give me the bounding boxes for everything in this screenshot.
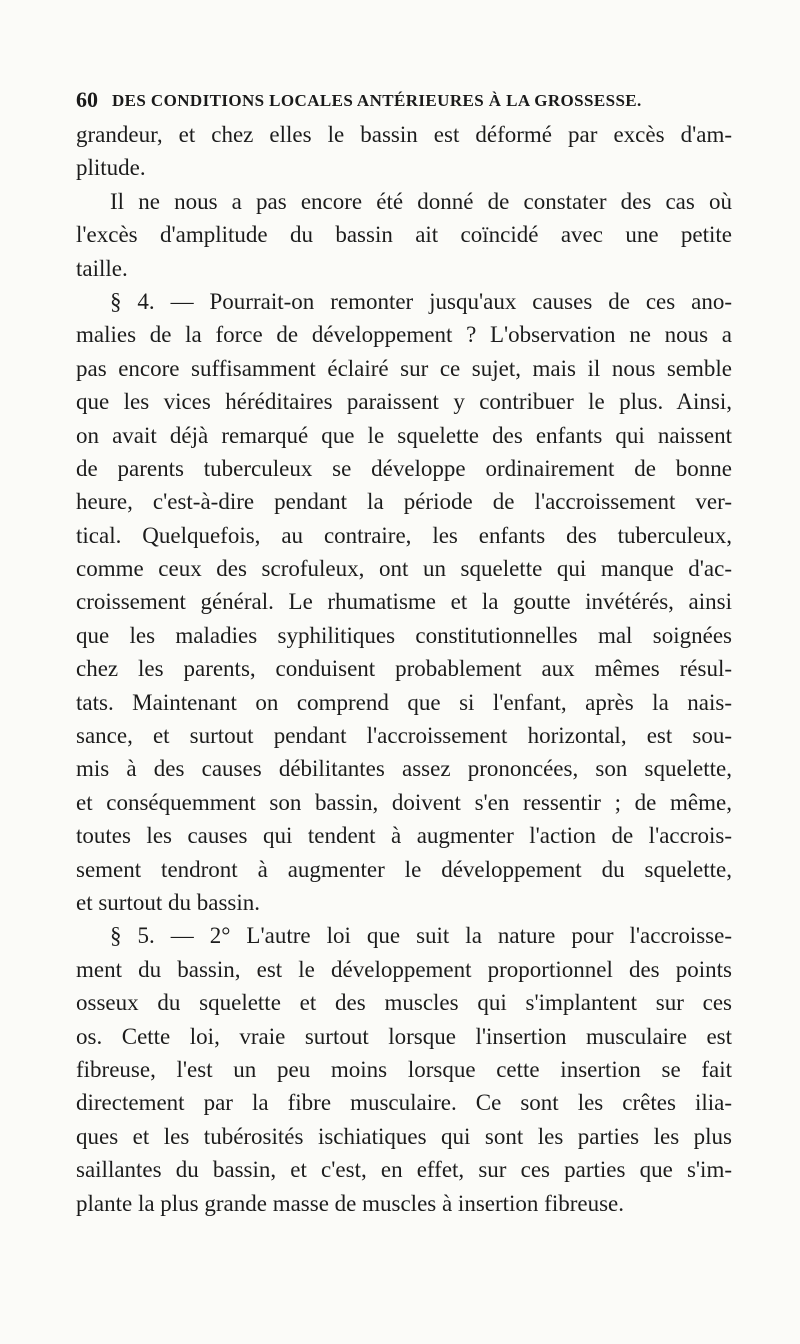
running-head: DES CONDITIONS LOCALES ANTÉRIEURES À LA GROSSESSE.	[112, 91, 642, 110]
text-line: et conséquemment son bassin, doivent s'en ressentir ; de même,	[76, 789, 732, 815]
text-line: l'excès d'amplitude du bassin ait coïncidé avec une petite	[76, 222, 732, 248]
text-line: ques et les tubérosités ischiatiques qui sont les parties les plus	[76, 1123, 732, 1149]
text-line: Il ne nous a pas encore été donné de constater des cas où	[110, 188, 732, 214]
text-line: sance, et surtout pendant l'accroissement horizontal, est sou-	[76, 723, 732, 749]
text-line: de parents tuberculeux se développe ordinairement de bonne	[76, 455, 732, 481]
text-line: que les maladies syphilitiques constitutionnelles mal soignées	[76, 622, 732, 648]
text-line: saillantes du bassin, et c'est, en effet, sur ces parties que s'im-	[76, 1157, 732, 1183]
text-line: on avait déjà remarqué que le squelette des enfants qui naissent	[76, 422, 732, 448]
text-line: tical. Quelquefois, au contraire, les enfants des tuberculeux,	[76, 522, 732, 548]
text-line: que les vices héréditaires paraissent y contribuer le plus. Ainsi,	[76, 389, 732, 415]
text-line: fibreuse, l'est un peu moins lorsque cette insertion se fait	[76, 1056, 732, 1082]
text-line: comme ceux des scrofuleux, ont un squelette qui manque d'ac-	[76, 556, 732, 582]
text-line: heure, c'est-à-dire pendant la période de l'accroissement ver-	[76, 489, 732, 515]
text-line: directement par la fibre musculaire. Ce sont les crêtes ilia-	[76, 1090, 732, 1116]
text-line: malies de la force de développement ? L'observation ne nous a	[76, 322, 732, 348]
text-line: taille.	[76, 255, 128, 281]
text-line: § 4. — Pourrait-on remonter jusqu'aux causes de ces ano-	[110, 288, 732, 314]
text-line: pas encore suffisamment éclairé sur ce sujet, mais il nous semble	[76, 355, 732, 381]
text-line: toutes les causes qui tendent à augmenter l'action de l'accrois-	[76, 823, 732, 849]
text-line: grandeur, et chez elles le bassin est déformé par excès d'am-	[76, 122, 732, 147]
text-line: sement tendront à augmenter le développement du squelette,	[76, 856, 732, 882]
text-line: plante la plus grande masse de muscles à insertion fibreuse.	[76, 1190, 625, 1216]
text-line: croissement général. Le rhumatisme et la goutte invétérés, ainsi	[76, 589, 732, 615]
text-line: ment du bassin, est le développement proportionnel des points	[76, 956, 732, 982]
text-line: plitude.	[76, 155, 146, 181]
body-text	[76, 118, 732, 1220]
text-line: tats. Maintenant on comprend que si l'enfant, après la nais-	[76, 689, 732, 715]
text-line: § 5. — 2° L'autre loi que suit la nature pour l'accroisse-	[110, 923, 732, 949]
page-number: 60	[76, 87, 98, 112]
text-line: mis à des causes débilitantes assez prononcées, son squelette,	[76, 756, 732, 782]
text-line: et surtout du bassin.	[76, 889, 260, 915]
text-line: os. Cette loi, vraie surtout lorsque l'insertion musculaire est	[76, 1023, 732, 1049]
page-header	[76, 86, 732, 116]
text-line: osseux du squelette et des muscles qui s'implantent sur ces	[76, 990, 732, 1016]
text-line: chez les parents, conduisent probablement aux mêmes résul-	[76, 656, 732, 682]
